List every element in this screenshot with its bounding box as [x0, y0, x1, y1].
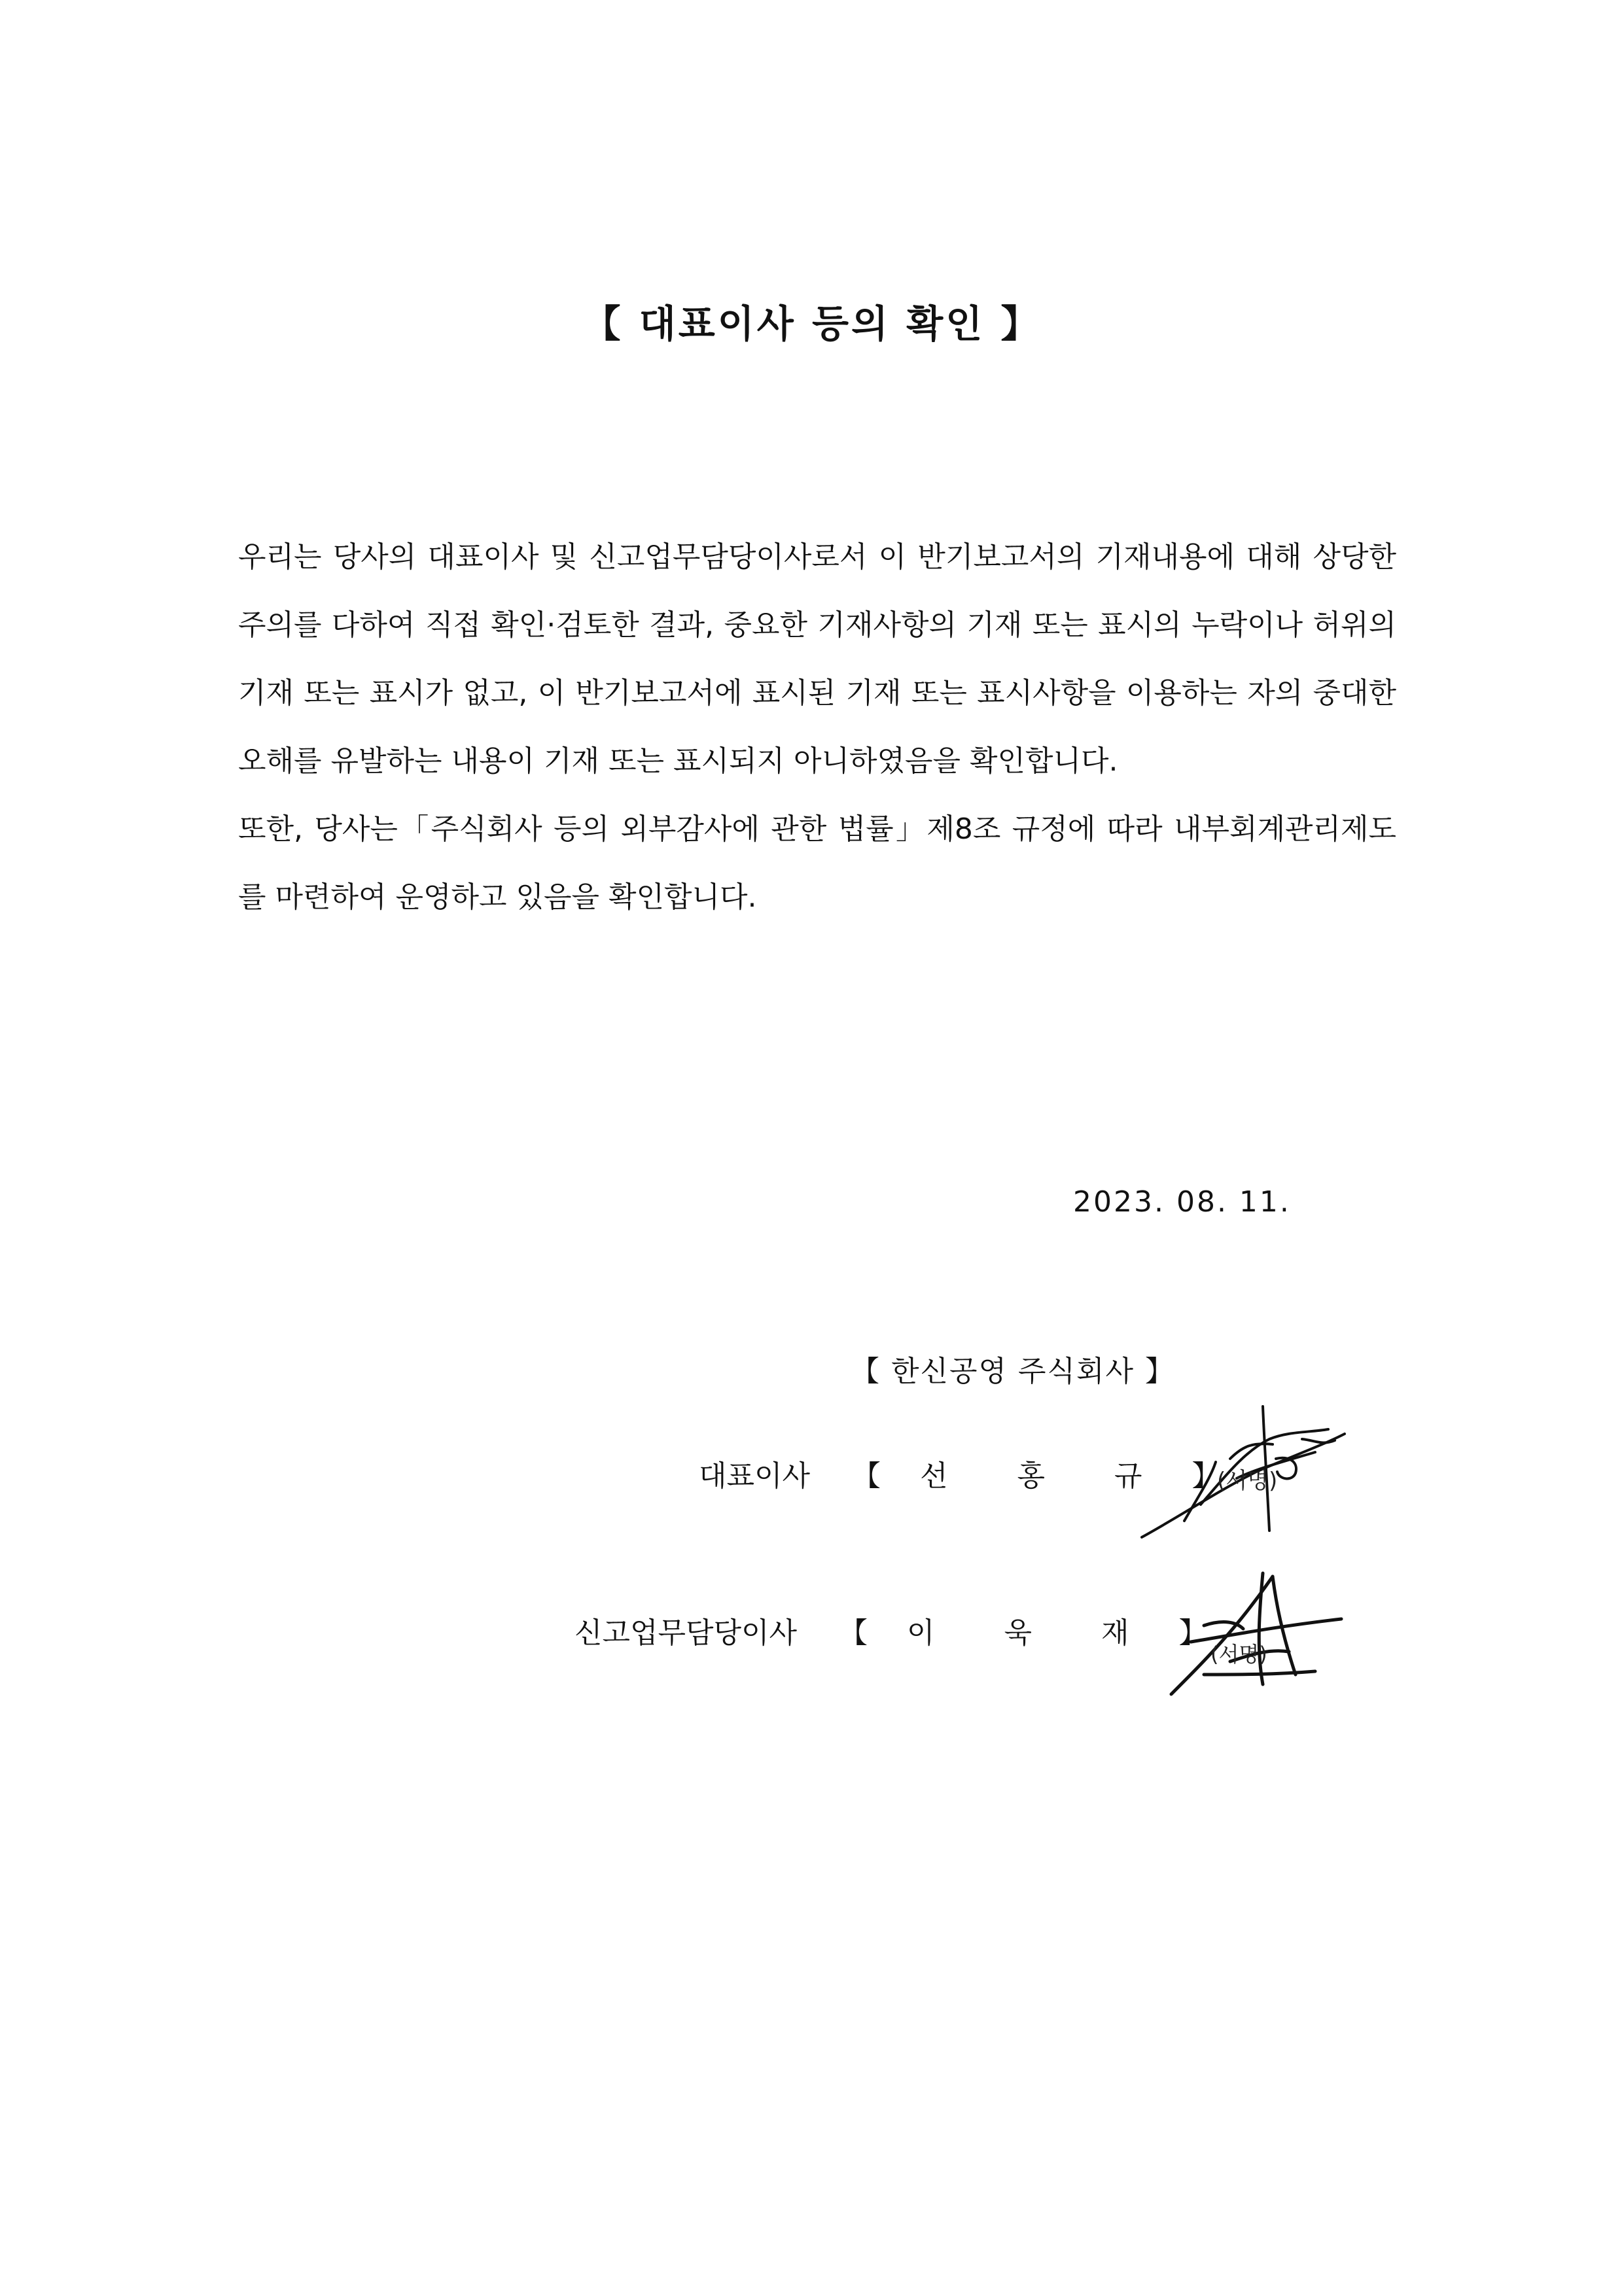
- document-date: 2023. 08. 11.: [1073, 1185, 1291, 1219]
- bracket-open: 【: [852, 1459, 883, 1493]
- signatory-role: 신고업무담당이사: [574, 1616, 798, 1650]
- signature-seal-text: (서명): [1217, 1468, 1278, 1494]
- signatory-name: 선 홍 규: [920, 1459, 1173, 1493]
- handwritten-signature-ceo: [1139, 1400, 1348, 1550]
- bracket-close: 】: [1192, 1459, 1222, 1493]
- document-title: 【 대표이사 등의 확인 】: [582, 302, 1042, 346]
- confirmation-body: [238, 523, 1396, 931]
- bracket-close: 】: [1178, 1616, 1209, 1650]
- company-name: 【 한신공영 주식회사 】: [851, 1355, 1175, 1388]
- confirmation-paragraph-1: 우리는 당사의 대표이사 및 신고업무담당이사로서 이 반기보고서의 기재내용에 대해 상당한 주의를 다하여 직접 확인·검토한 결과, 중요한 기재사항의 기재 또는 표시의 누락이나 허위의 기재 또는 표시가 없고, 이 반기보고서에 표시된 기재 또는 표시사항을 이용하는 자의 중대한 오해를 유발하는 내용이 기재 또는 표시되지 아니하였음을 확인합니다.: [238, 540, 1396, 778]
- confirmation-paragraph-2: 또한, 당사는「주식회사 등의 외부감사에 관한 법률」제8조 규정에 따라 내부회계관리제도를 마련하여 운영하고 있음을 확인합니다.: [238, 812, 1396, 914]
- signatory-row-reporting-director: [574, 1609, 1209, 1651]
- signature-seal-text: (서명): [1210, 1642, 1267, 1667]
- signatory-role: 대표이사: [699, 1459, 811, 1493]
- signatory-name: 이 욱 재: [907, 1616, 1159, 1650]
- bracket-open: 【: [839, 1616, 870, 1650]
- handwritten-signature-director: [1165, 1563, 1348, 1701]
